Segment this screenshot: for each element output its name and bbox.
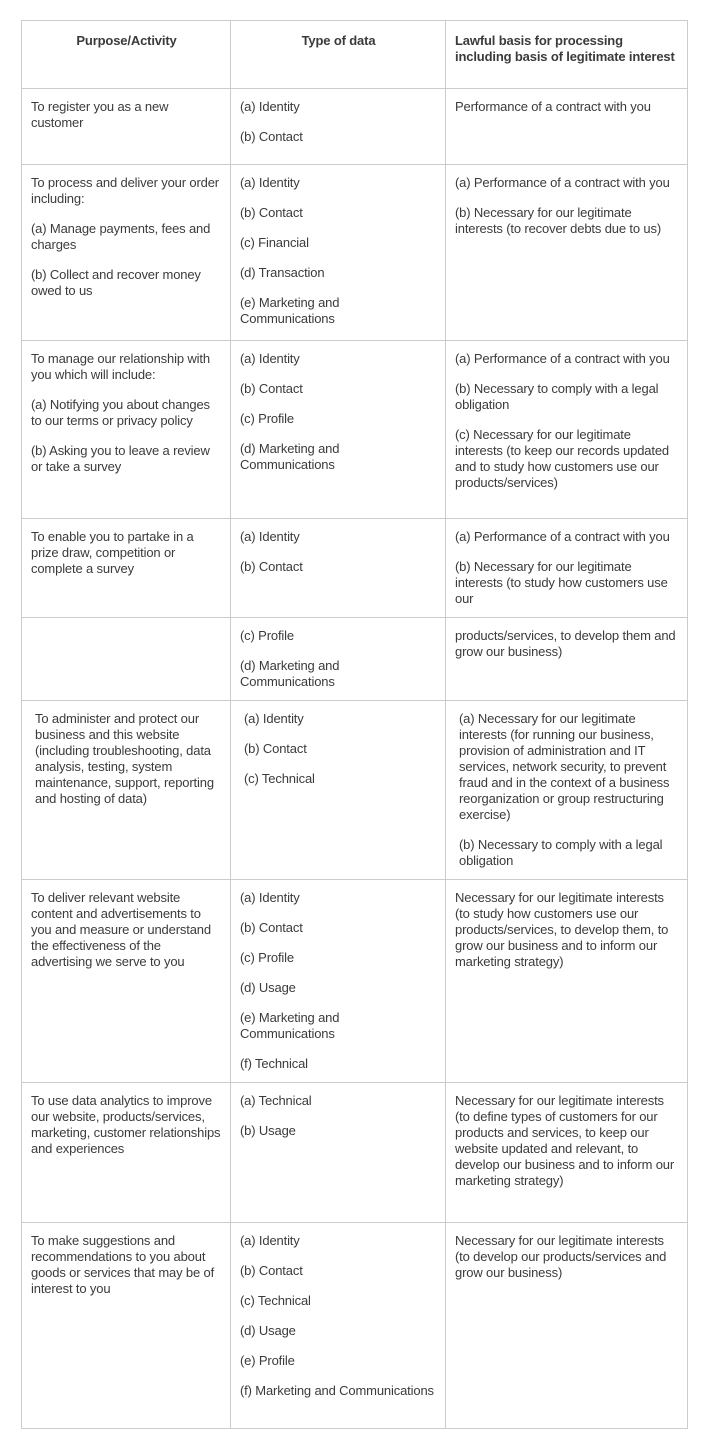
cell-paragraph: (a) Performance of a contract with you bbox=[455, 175, 670, 190]
purpose-activity-cell bbox=[22, 1223, 231, 1429]
purpose-activity-cell bbox=[22, 165, 231, 341]
purpose-activity-cell bbox=[22, 1083, 231, 1223]
header-purpose-activity: Purpose/Activity bbox=[22, 21, 231, 89]
header-lawful-basis: Lawful basis for processing including basis of legitimate interest bbox=[446, 21, 688, 89]
cell-paragraph: (b) Contact bbox=[240, 205, 303, 220]
lawful-basis-cell bbox=[446, 519, 688, 618]
table-body bbox=[22, 89, 688, 1429]
table-row bbox=[22, 1083, 688, 1223]
header-row bbox=[22, 21, 688, 89]
cell-paragraph: (a) Notifying you about changes to our terms or privacy policy bbox=[31, 397, 210, 428]
cell-paragraph: (a) Identity bbox=[240, 890, 300, 905]
cell-paragraph: (a) Identity bbox=[240, 351, 300, 366]
cell-paragraph: (c) Profile bbox=[240, 411, 294, 426]
cell-paragraph: Necessary for our legitimate interests (to define types of customers for our products and services, to keep our website updated and relevant, to develop our business and to inform our marketing strategy) bbox=[455, 1093, 675, 1188]
lawful-basis-cell bbox=[446, 341, 688, 519]
cell-paragraph: (c) Technical bbox=[240, 1293, 311, 1308]
cell-paragraph: (a) Necessary for our legitimate interests (for running our business, provision of administration and IT services, network security, to prevent fraud and in the context of a business reorganization or group restructuring exercise) bbox=[459, 711, 670, 822]
table-row bbox=[22, 618, 688, 701]
cell-paragraph: To manage our relationship with you which will include: bbox=[31, 351, 210, 382]
cell-paragraph: (d) Usage bbox=[240, 980, 296, 995]
table-row bbox=[22, 880, 688, 1083]
cell-paragraph: (b) Contact bbox=[240, 559, 303, 574]
type-of-data-cell bbox=[231, 701, 446, 880]
cell-paragraph: (c) Necessary for our legitimate interests (to keep our records updated and to study how customers use our products/services) bbox=[455, 427, 669, 490]
cell-paragraph: To enable you to partake in a prize draw, competition or complete a survey bbox=[31, 529, 194, 576]
table-row bbox=[22, 165, 688, 341]
cell-paragraph: (a) Identity bbox=[240, 99, 300, 114]
type-of-data-cell bbox=[231, 1223, 446, 1429]
cell-paragraph: (b) Usage bbox=[240, 1123, 296, 1138]
cell-paragraph: (b) Contact bbox=[240, 920, 303, 935]
type-of-data-cell bbox=[231, 165, 446, 341]
cell-paragraph: (a) Manage payments, fees and charges bbox=[31, 221, 211, 252]
cell-paragraph: products/services, to develop them and grow our business) bbox=[455, 628, 676, 659]
cell-paragraph: (a) Identity bbox=[240, 1233, 300, 1248]
purpose-activity-cell bbox=[22, 89, 231, 165]
cell-paragraph: (d) Usage bbox=[240, 1323, 296, 1338]
purpose-activity-cell bbox=[22, 341, 231, 519]
table-row bbox=[22, 341, 688, 519]
purpose-activity-cell bbox=[22, 618, 231, 701]
type-of-data-cell bbox=[231, 89, 446, 165]
cell-paragraph: Necessary for our legitimate interests (to study how customers use our products/services, to develop them, to grow our business and to inform our marketing strategy) bbox=[455, 890, 669, 969]
cell-paragraph: To make suggestions and recommendations to you about goods or services that may be of interest to you bbox=[31, 1233, 215, 1296]
cell-paragraph: (b) Contact bbox=[240, 1263, 303, 1278]
table-row bbox=[22, 89, 688, 165]
cell-paragraph: (b) Contact bbox=[244, 741, 307, 756]
table-row bbox=[22, 701, 688, 880]
cell-paragraph: (c) Profile bbox=[240, 950, 294, 965]
cell-paragraph: Performance of a contract with you bbox=[455, 99, 651, 114]
lawful-basis-cell bbox=[446, 89, 688, 165]
lawful-basis-cell bbox=[446, 1083, 688, 1223]
cell-paragraph: (c) Financial bbox=[240, 235, 309, 250]
cell-paragraph: (b) Necessary for our legitimate interests (to recover debts due to us) bbox=[455, 205, 662, 236]
cell-paragraph: (d) Marketing and Communications bbox=[240, 441, 340, 472]
purpose-activity-cell bbox=[22, 519, 231, 618]
cell-paragraph: To deliver relevant website content and advertisements to you and measure or understand the effectiveness of the advertising we serve to you bbox=[31, 890, 211, 969]
lawful-basis-cell bbox=[446, 880, 688, 1083]
cell-paragraph: (b) Necessary to comply with a legal obligation bbox=[459, 837, 663, 868]
lawful-basis-table bbox=[21, 20, 688, 1429]
lawful-basis-cell bbox=[446, 618, 688, 701]
lawful-basis-cell bbox=[446, 701, 688, 880]
cell-paragraph: (b) Necessary for our legitimate interests (to study how customers use our bbox=[455, 559, 668, 606]
header-type-of-data: Type of data bbox=[231, 21, 446, 89]
cell-paragraph: (b) Necessary to comply with a legal obligation bbox=[455, 381, 659, 412]
lawful-basis-cell bbox=[446, 1223, 688, 1429]
cell-paragraph: To process and deliver your order including: bbox=[31, 175, 219, 206]
type-of-data-cell bbox=[231, 341, 446, 519]
table-row bbox=[22, 1223, 688, 1429]
cell-paragraph: (a) Performance of a contract with you bbox=[455, 351, 670, 366]
cell-paragraph: (d) Transaction bbox=[240, 265, 325, 280]
cell-paragraph: (e) Marketing and Communications bbox=[240, 1010, 340, 1041]
cell-paragraph: (e) Profile bbox=[240, 1353, 295, 1368]
cell-paragraph: Necessary for our legitimate interests (to develop our products/services and grow our business) bbox=[455, 1233, 667, 1280]
cell-paragraph: (b) Asking you to leave a review or take a survey bbox=[31, 443, 210, 474]
type-of-data-cell bbox=[231, 880, 446, 1083]
cell-paragraph: (a) Identity bbox=[240, 529, 300, 544]
cell-paragraph: (a) Performance of a contract with you bbox=[455, 529, 670, 544]
lawful-basis-cell bbox=[446, 165, 688, 341]
cell-paragraph: (a) Technical bbox=[240, 1093, 312, 1108]
cell-paragraph: To register you as a new customer bbox=[31, 99, 169, 130]
cell-paragraph: (f) Marketing and Communications bbox=[240, 1383, 434, 1398]
cell-paragraph: (a) Identity bbox=[244, 711, 304, 726]
type-of-data-cell bbox=[231, 618, 446, 701]
type-of-data-cell bbox=[231, 1083, 446, 1223]
cell-paragraph: (c) Technical bbox=[244, 771, 315, 786]
cell-paragraph: (d) Marketing and Communications bbox=[240, 658, 340, 689]
cell-paragraph: To administer and protect our business and this website (including troubleshooting, data analysis, testing, system maintenance, support, reporting and hosting of data) bbox=[35, 711, 214, 806]
cell-paragraph: To use data analytics to improve our website, products/services, marketing, customer relationships and experiences bbox=[31, 1093, 221, 1156]
cell-paragraph: (b) Collect and recover money owed to us bbox=[31, 267, 201, 298]
cell-paragraph: (b) Contact bbox=[240, 129, 303, 144]
cell-paragraph: (f) Technical bbox=[240, 1056, 308, 1071]
cell-paragraph: (e) Marketing and Communications bbox=[240, 295, 340, 326]
cell-paragraph: (b) Contact bbox=[240, 381, 303, 396]
type-of-data-cell bbox=[231, 519, 446, 618]
purpose-activity-cell bbox=[22, 880, 231, 1083]
table-row bbox=[22, 519, 688, 618]
purpose-activity-cell bbox=[22, 701, 231, 880]
cell-paragraph: (a) Identity bbox=[240, 175, 300, 190]
cell-paragraph: (c) Profile bbox=[240, 628, 294, 643]
